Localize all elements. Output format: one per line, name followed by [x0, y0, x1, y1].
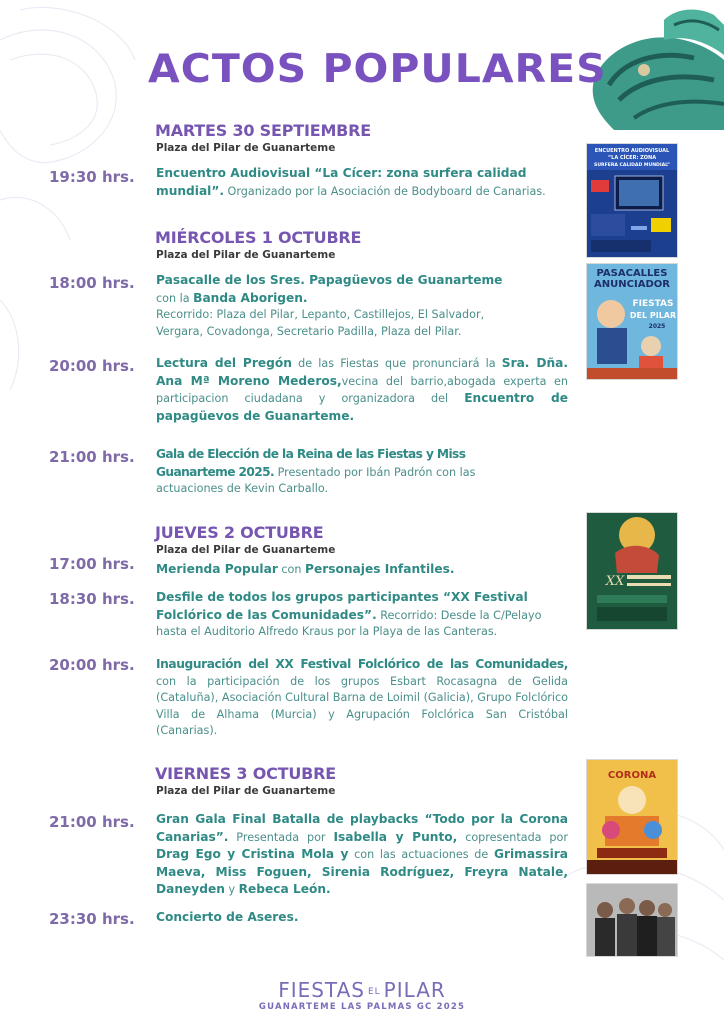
event-title: Concierto de Aseres. [156, 910, 299, 924]
event-highlight: Lectura del Pregón [156, 356, 292, 370]
event-text: con las actuaciones de [348, 848, 494, 862]
poster-audiovisual [586, 143, 678, 258]
poster-text: ANUNCIADOR [594, 279, 670, 290]
poster-text: FIESTAS [632, 299, 674, 309]
event-text: de las Fiestas que pronunciará la [291, 357, 502, 370]
poster-text: ENCUENTRO AUDIOVISUAL [594, 148, 670, 154]
event-description [156, 589, 568, 641]
page-title: ACTOS POPULARES [148, 46, 607, 92]
venue-label: Plaza del Pilar de Guanarteme [156, 544, 336, 556]
footer-brand-el: EL [367, 986, 381, 997]
venue-label: Plaza del Pilar de Guanarteme [156, 249, 336, 261]
event-description [156, 272, 568, 340]
event-time: 20:00 hrs. [49, 656, 135, 674]
event-title: Pasacalle de los Sres. Papagüevos de Guanarteme [156, 273, 503, 287]
event-title: Desfile de todos los grupos participantes “XX Festival Folclórico de las Comunidades”. [156, 590, 528, 622]
footer-brand-word: FIESTAS [278, 978, 365, 1002]
event-description [156, 561, 568, 579]
event-highlight: Merienda Popular [156, 562, 278, 576]
event-time: 20:00 hrs. [49, 357, 135, 375]
venue-label: Plaza del Pilar de Guanarteme [156, 785, 336, 797]
footer-subtitle: GUANARTEME LAS PALMAS GC 2025 [258, 1002, 466, 1012]
event-time: 19:30 hrs. [49, 168, 135, 186]
day-heading: MARTES 30 SEPTIEMBRE [155, 121, 372, 140]
event-highlight: Grimassira Maeva, Miss Foguen, Sirenia Rodríguez, Freyra Natale, Daneyden [156, 847, 569, 897]
event-highlight: Sra. Dña. Ana Mª Moreno Mederos, [156, 356, 568, 388]
poster-text: 2025 [648, 323, 666, 330]
event-text: Presentada por [228, 830, 334, 844]
event-title: Gala de Elección de la Reina de las Fiestas y Miss Guanarteme 2025. [156, 447, 466, 479]
event-text: Presentado por Ibán Padrón con las actuaciones de Kevin Carballo. [156, 465, 476, 496]
event-highlight: Encuentro de papagüevos de Guanarteme. [156, 391, 568, 423]
event-text: copresentada por [457, 830, 568, 844]
poster-text: PASACALLES [596, 268, 668, 279]
event-time: 21:00 hrs. [49, 448, 135, 466]
event-time: 17:00 hrs. [49, 555, 135, 573]
footer-logo [0, 978, 724, 1012]
event-time: 18:30 hrs. [49, 590, 135, 608]
event-time: 18:00 hrs. [49, 274, 135, 292]
event-highlight: Drag Ego y Cristina Mola y [156, 847, 349, 862]
photo-aseres [586, 883, 678, 957]
event-highlight: Gran Gala Final Batalla de playbacks “Todo por la Corona Canarias”. [156, 812, 568, 844]
footer-brand [0, 978, 724, 1002]
event-description [156, 656, 568, 740]
day-heading: VIERNES 3 OCTUBRE [155, 764, 336, 783]
event-text: y [224, 883, 239, 897]
event-route: Recorrido: Plaza del Pilar, Lepanto, Castillejos, El Salvador, Vergara, Covadonga, Secretario Padilla, Plaza del Pilar. [156, 308, 485, 338]
poster-text: “LA CÍCER: ZONA [607, 155, 657, 161]
poster-text: DEL PILAR [629, 311, 677, 320]
event-highlight: Rebeca León. [238, 882, 331, 897]
event-title: Encuentro Audiovisual “La Cícer: zona surfera calidad mundial”. [156, 166, 527, 198]
event-time: 21:00 hrs. [49, 813, 135, 831]
poster-pasacalles [586, 263, 678, 380]
footer-brand-word: PILAR [383, 978, 446, 1002]
poster-text: CORONA [607, 770, 657, 781]
event-title: Inauguración del XX Festival Folclórico de las Comunidades, [156, 657, 568, 671]
event-time: 23:30 hrs. [49, 910, 135, 928]
poster-festival [586, 512, 678, 630]
poster-gala [586, 759, 678, 875]
day-heading: MIÉRCOLES 1 OCTUBRE [155, 228, 362, 247]
event-description [156, 909, 568, 927]
event-text: Organizado por la Asociación de Bodyboard de Canarias. [224, 184, 546, 198]
event-text: con la participación de los grupos Esbart Rocasagna de Gelida (Cataluña), Asociación Cultural Barna de Loimil (Galicia), Grupo Folclórico Villa de Alhama (Murcia) y Agrupación Folclórica San Cristóbal (Canarias). [156, 674, 568, 738]
poster-text: XX [605, 574, 625, 589]
event-highlight: Isabella y Punto, [333, 829, 458, 844]
event-text: Recorrido: Desde la C/Pelayo hasta el Auditorio Alfredo Kraus por la Playa de las Canteras. [156, 608, 542, 639]
venue-label: Plaza del Pilar de Guanarteme [156, 142, 336, 154]
event-highlight: Personajes Infantiles. [305, 562, 455, 576]
event-description [156, 811, 568, 899]
event-text: con la [156, 291, 194, 305]
event-description [156, 165, 568, 200]
event-text: con [277, 563, 306, 576]
event-highlight: Banda Aborigen. [193, 290, 308, 305]
poster-text: SURFERA CALIDAD MUNDIAL” [594, 163, 670, 168]
event-description [156, 446, 506, 498]
day-heading: JUEVES 2 OCTUBRE [155, 523, 324, 542]
event-description [156, 355, 568, 425]
event-text: vecina del barrio,abogada experta en participacion ciudadana y organizadora del [156, 374, 568, 406]
